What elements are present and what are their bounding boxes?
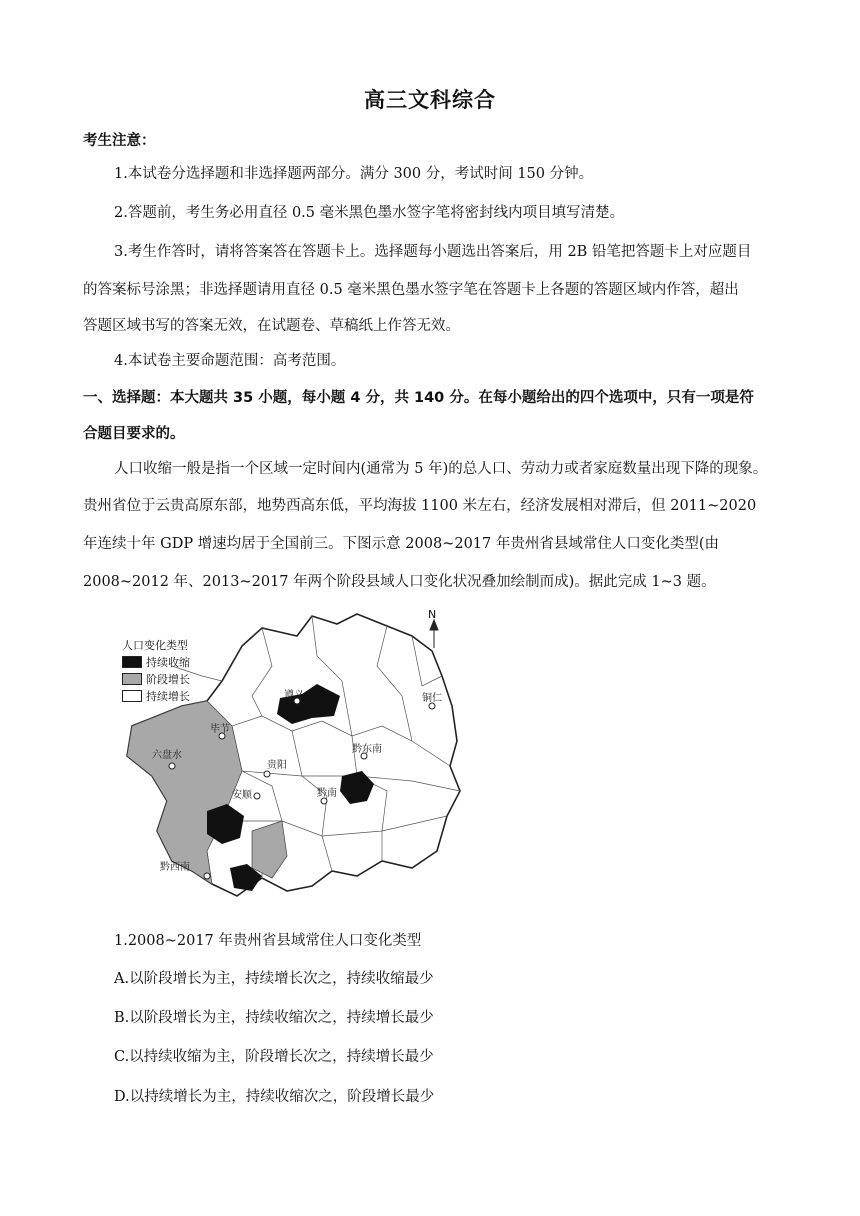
section-heading-1: 一、选择题：本大题共 35 小题，每小题 4 分，共 140 分。在每小题给出的四个选项中，只有一项是符 bbox=[83, 390, 754, 406]
legend-item-shrink bbox=[122, 653, 190, 670]
legend-item-continuous bbox=[122, 687, 190, 704]
place-label: 黔南 bbox=[317, 788, 337, 799]
place-label: 铜仁 bbox=[422, 693, 442, 704]
place-label: 遵义 bbox=[284, 690, 304, 701]
place-label: 毕节 bbox=[210, 724, 230, 735]
legend-label: 持续增长 bbox=[146, 689, 190, 703]
option-c[interactable]: C.以持续收缩为主，阶段增长次之，持续增长最少 bbox=[114, 1049, 434, 1065]
intro-line-1: 人口收缩一般是指一个区域一定时间内(通常为 5 年)的总人口、劳动力或者家庭数量出现下降的现象。 bbox=[114, 461, 768, 477]
intro-line-3: 年连续十年 GDP 增速均居于全国前三。下图示意 2008~2017 年贵州省县域常住人口变化类型(由 bbox=[83, 536, 720, 552]
place-label: 贵阳 bbox=[267, 760, 287, 771]
place-label: 安顺 bbox=[232, 790, 252, 801]
legend-label: 阶段增长 bbox=[146, 672, 190, 686]
legend-item-stage bbox=[122, 670, 190, 687]
intro-line-2: 贵州省位于云贵高原东部，地势西高东低，平均海拔 1100 米左右，经济发展相对滞后，但 2011~2020 bbox=[83, 498, 757, 514]
legend-swatch bbox=[122, 673, 142, 685]
notice-line-3-end: 答题区域书写的答案无效，在试题卷、草稿纸上作答无效。 bbox=[83, 318, 460, 334]
guizhou-population-map bbox=[112, 606, 472, 906]
notice-line-4: 4.本试卷主要命题范围：高考范围。 bbox=[114, 353, 346, 369]
notice-heading: 考生注意： bbox=[83, 133, 156, 149]
north-arrow bbox=[430, 620, 438, 648]
section-heading-2: 合题目要求的。 bbox=[83, 426, 185, 442]
page-title: 高三文科综合 bbox=[364, 88, 496, 112]
notice-line-3-cont: 的答案标号涂黑；非选择题请用直径 0.5 毫米黑色墨水签字笔在答题卡上各题的答题区域内作答，超出 bbox=[83, 282, 739, 298]
legend-label: 持续收缩 bbox=[146, 655, 190, 669]
notice-line-3: 3.考生作答时，请将答案答在答题卡上。选择题每小题选出答案后，用 2B 铅笔把答题卡上对应题目 bbox=[114, 244, 752, 260]
notice-line-2: 2.答题前，考生务必用直径 0.5 毫米黑色墨水签字笔将密封线内项目填写清楚。 bbox=[114, 205, 625, 221]
notice-line-1: 1.本试卷分选择题和非选择题两部分。满分 300 分，考试时间 150 分钟。 bbox=[114, 166, 594, 182]
intro-line-4: 2008~2012 年、2013~2017 年两个阶段县域人口变化状况叠加绘制而成)。据此完成 1~3 题。 bbox=[83, 574, 716, 590]
legend-title: 人口变化类型 bbox=[122, 638, 188, 652]
place-label: 黔东南 bbox=[352, 744, 382, 755]
place-label: 黔西南 bbox=[160, 862, 190, 873]
option-d[interactable]: D.以持续增长为主，持续收缩次之，阶段增长最少 bbox=[114, 1089, 435, 1105]
map-legend bbox=[122, 636, 190, 704]
option-b[interactable]: B.以阶段增长为主，持续收缩次之，持续增长最少 bbox=[114, 1010, 434, 1026]
legend-swatch bbox=[122, 656, 142, 668]
question-stem: 1.2008~2017 年贵州省县域常住人口变化类型 bbox=[114, 933, 422, 949]
legend-swatch bbox=[122, 690, 142, 702]
option-a[interactable]: A.以阶段增长为主，持续增长次之，持续收缩最少 bbox=[114, 971, 434, 987]
north-label: N bbox=[428, 608, 437, 621]
place-label: 六盘水 bbox=[152, 750, 182, 761]
